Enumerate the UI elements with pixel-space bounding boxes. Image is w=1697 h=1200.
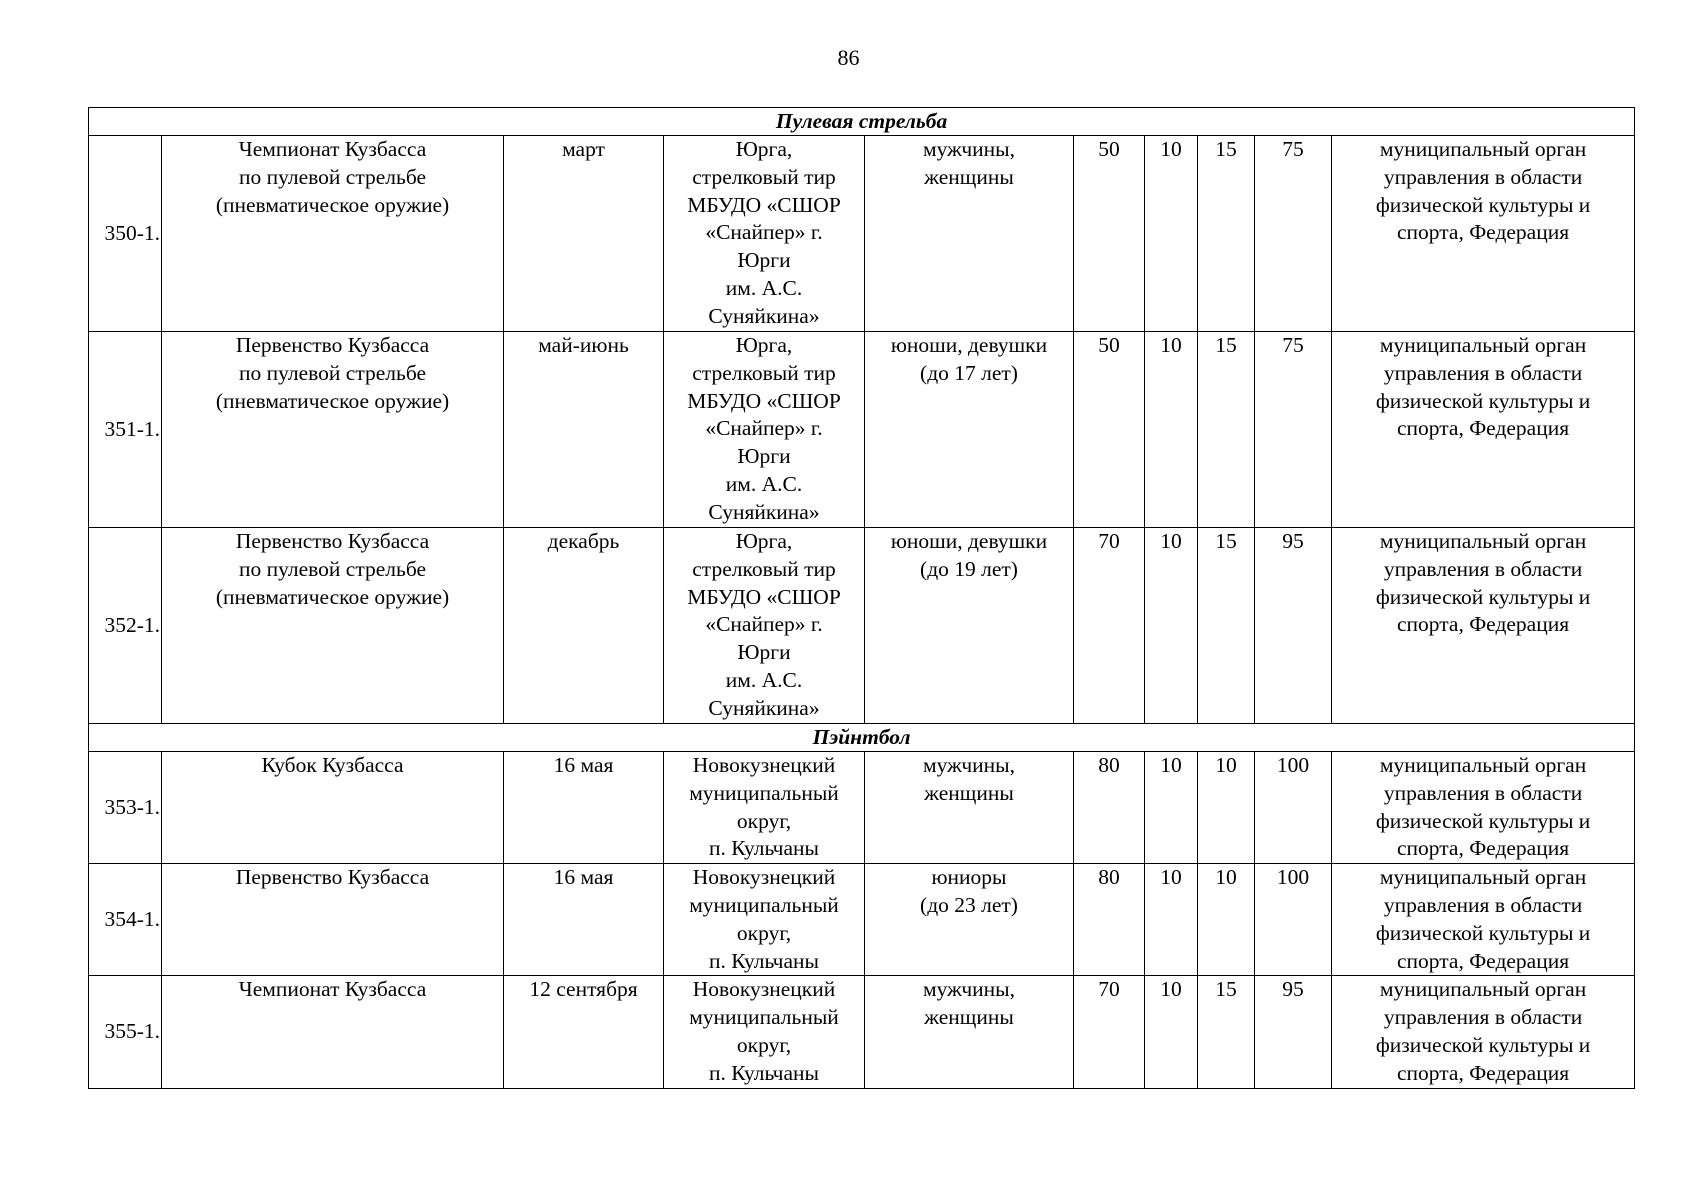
event-organizer bbox=[1332, 136, 1635, 332]
count-n2: 10 bbox=[1145, 752, 1198, 864]
event-participants-line: юноши, девушки bbox=[890, 529, 1048, 553]
event-organizer bbox=[1332, 864, 1635, 976]
event-organizer-line: муниципальный орган bbox=[1379, 977, 1587, 1002]
event-organizer-line: спорта, Федерация bbox=[1396, 416, 1570, 441]
event-place-line: округ, bbox=[736, 1032, 792, 1057]
event-name-line: Первенство Кузбасса bbox=[235, 529, 430, 553]
row-number: 354-1. bbox=[89, 864, 162, 976]
count-n3: 15 bbox=[1198, 976, 1255, 1088]
event-participants-line: (до 17 лет) bbox=[920, 360, 1018, 385]
count-total: 95 bbox=[1255, 976, 1332, 1088]
event-participants-line: (до 19 лет) bbox=[920, 556, 1018, 581]
row-number: 355-1. bbox=[89, 976, 162, 1088]
event-name bbox=[162, 752, 504, 864]
event-participants bbox=[865, 752, 1074, 864]
count-n1: 80 bbox=[1074, 752, 1145, 864]
event-organizer-line: физической культуры и bbox=[1375, 192, 1591, 217]
event-place-line: Новокузнецкий bbox=[692, 753, 836, 777]
event-place-line: МБУДО «СШОР bbox=[687, 192, 841, 217]
event-organizer-line: управления в области bbox=[1383, 1005, 1583, 1030]
event-place-line: Юрги bbox=[737, 248, 791, 273]
table-row bbox=[89, 136, 1635, 332]
count-n2: 10 bbox=[1145, 528, 1198, 724]
event-participants bbox=[865, 528, 1074, 724]
event-date-line: 16 мая bbox=[553, 753, 614, 777]
event-place-line: округ, bbox=[736, 808, 792, 833]
event-participants-line: юноши, девушки bbox=[890, 333, 1048, 357]
event-place-line: Суняйкина» bbox=[708, 303, 820, 328]
event-place bbox=[664, 528, 865, 724]
event-participants-line: женщины bbox=[924, 780, 1014, 805]
event-organizer-line: управления в области bbox=[1383, 780, 1583, 805]
event-place-line: Юрга, bbox=[735, 137, 793, 161]
event-organizer-line: управления в области bbox=[1383, 360, 1583, 385]
event-date-line: 16 мая bbox=[553, 865, 614, 890]
event-organizer-line: спорта, Федерация bbox=[1396, 220, 1570, 245]
row-number: 351-1. bbox=[89, 332, 162, 528]
count-n3: 10 bbox=[1198, 752, 1255, 864]
event-participants-line: (до 23 лет) bbox=[920, 892, 1018, 917]
count-n1: 50 bbox=[1074, 332, 1145, 528]
event-place-line: п. Кульчаны bbox=[709, 1060, 819, 1085]
event-participants bbox=[865, 976, 1074, 1088]
event-place bbox=[664, 136, 865, 332]
count-n3: 15 bbox=[1198, 136, 1255, 332]
table-body bbox=[89, 108, 1635, 1089]
count-n3: 15 bbox=[1198, 528, 1255, 724]
event-date-line: март bbox=[562, 137, 605, 161]
event-organizer-line: спорта, Федерация bbox=[1396, 1060, 1570, 1085]
event-organizer-line: муниципальный орган bbox=[1379, 753, 1587, 777]
count-n1: 70 bbox=[1074, 528, 1145, 724]
event-place-line: «Снайпер» г. bbox=[705, 612, 823, 637]
event-place bbox=[664, 864, 865, 976]
event-date bbox=[504, 332, 664, 528]
event-place-line: «Снайпер» г. bbox=[705, 220, 823, 245]
event-place-line: им. А.С. bbox=[725, 667, 803, 692]
event-place-line: Юрга, bbox=[735, 529, 793, 553]
event-organizer-line: физической культуры и bbox=[1375, 388, 1591, 413]
event-participants-line: мужчины, bbox=[922, 137, 1016, 161]
event-organizer-line: управления в области bbox=[1383, 164, 1583, 189]
events-table bbox=[88, 107, 1635, 1089]
event-participants bbox=[865, 332, 1074, 528]
event-place-line: Новокузнецкий bbox=[692, 865, 836, 890]
row-number: 352-1. bbox=[89, 528, 162, 724]
event-participants bbox=[865, 136, 1074, 332]
count-total: 100 bbox=[1255, 864, 1332, 976]
event-date bbox=[504, 136, 664, 332]
count-n2: 10 bbox=[1145, 864, 1198, 976]
event-organizer bbox=[1332, 528, 1635, 724]
event-name-line: по пулевой стрельбе bbox=[238, 360, 427, 385]
count-n3: 15 bbox=[1198, 332, 1255, 528]
event-place-line: МБУДО «СШОР bbox=[687, 388, 841, 413]
row-number: 353-1. bbox=[89, 752, 162, 864]
event-place-line: стрелковый тир bbox=[692, 556, 836, 581]
event-name bbox=[162, 528, 504, 724]
event-place-line: п. Кульчаны bbox=[709, 948, 819, 973]
event-date bbox=[504, 528, 664, 724]
count-n2: 10 bbox=[1145, 976, 1198, 1088]
section-header-row bbox=[89, 108, 1635, 136]
event-place-line: Суняйкина» bbox=[708, 499, 820, 524]
event-organizer-line: муниципальный орган bbox=[1379, 529, 1587, 553]
event-organizer-line: физической культуры и bbox=[1375, 584, 1591, 609]
count-n2: 10 bbox=[1145, 136, 1198, 332]
table-row bbox=[89, 864, 1635, 976]
event-participants-line: мужчины, bbox=[922, 753, 1016, 777]
event-organizer-line: муниципальный орган bbox=[1379, 137, 1587, 161]
event-participants-line: мужчины, bbox=[922, 977, 1016, 1002]
count-total: 100 bbox=[1255, 752, 1332, 864]
count-n1: 50 bbox=[1074, 136, 1145, 332]
event-place bbox=[664, 332, 865, 528]
event-organizer-line: спорта, Федерация bbox=[1396, 836, 1570, 861]
event-place-line: Юрги bbox=[737, 444, 791, 469]
event-organizer-line: физической культуры и bbox=[1375, 920, 1591, 945]
event-name bbox=[162, 976, 504, 1088]
section-title: Пэйнтбол bbox=[89, 724, 1635, 752]
event-organizer-line: физической культуры и bbox=[1375, 808, 1591, 833]
event-date-line: май-июнь bbox=[538, 333, 629, 357]
table-row bbox=[89, 752, 1635, 864]
event-place-line: Юрги bbox=[737, 640, 791, 665]
table-row bbox=[89, 976, 1635, 1088]
count-n1: 70 bbox=[1074, 976, 1145, 1088]
event-organizer-line: спорта, Федерация bbox=[1396, 612, 1570, 637]
event-organizer bbox=[1332, 752, 1635, 864]
event-name-line: (пневматическое оружие) bbox=[215, 192, 450, 217]
event-date-line: декабрь bbox=[547, 529, 620, 553]
event-name bbox=[162, 332, 504, 528]
event-name-line: по пулевой стрельбе bbox=[238, 164, 427, 189]
event-name bbox=[162, 136, 504, 332]
event-place-line: стрелковый тир bbox=[692, 360, 836, 385]
event-participants-line: юниоры bbox=[931, 865, 1007, 890]
event-name-line: Чемпионат Кузбасса bbox=[238, 977, 427, 1002]
event-place-line: им. А.С. bbox=[725, 471, 803, 496]
count-n1: 80 bbox=[1074, 864, 1145, 976]
section-header-row bbox=[89, 724, 1635, 752]
section-title: Пулевая стрельба bbox=[89, 108, 1635, 136]
event-organizer bbox=[1332, 332, 1635, 528]
event-place bbox=[664, 976, 865, 1088]
event-organizer bbox=[1332, 976, 1635, 1088]
event-place-line: МБУДО «СШОР bbox=[687, 584, 841, 609]
event-name-line: (пневматическое оружие) bbox=[215, 388, 450, 413]
event-organizer-line: управления в области bbox=[1383, 556, 1583, 581]
event-name-line: по пулевой стрельбе bbox=[238, 556, 427, 581]
event-place-line: п. Кульчаны bbox=[709, 836, 819, 861]
count-n2: 10 bbox=[1145, 332, 1198, 528]
row-number: 350-1. bbox=[89, 136, 162, 332]
event-name-line: (пневматическое оружие) bbox=[215, 584, 450, 609]
event-place-line: муниципальный bbox=[689, 780, 839, 805]
event-name-line: Чемпионат Кузбасса bbox=[238, 137, 427, 161]
event-organizer-line: муниципальный орган bbox=[1379, 865, 1587, 890]
event-name-line: Первенство Кузбасса bbox=[235, 865, 430, 890]
event-place-line: «Снайпер» г. bbox=[705, 416, 823, 441]
event-place-line: им. А.С. bbox=[725, 275, 803, 300]
event-place bbox=[664, 752, 865, 864]
event-date-line: 12 сентября bbox=[529, 977, 638, 1002]
event-organizer-line: спорта, Федерация bbox=[1396, 948, 1570, 973]
event-place-line: стрелковый тир bbox=[692, 164, 836, 189]
event-place-line: округ, bbox=[736, 920, 792, 945]
count-total: 75 bbox=[1255, 136, 1332, 332]
count-total: 75 bbox=[1255, 332, 1332, 528]
event-place-line: муниципальный bbox=[689, 1005, 839, 1030]
event-name-line: Первенство Кузбасса bbox=[235, 333, 430, 357]
count-n3: 10 bbox=[1198, 864, 1255, 976]
table-row bbox=[89, 332, 1635, 528]
table-row bbox=[89, 528, 1635, 724]
event-date bbox=[504, 864, 664, 976]
event-participants-line: женщины bbox=[924, 1005, 1014, 1030]
page-number: 86 bbox=[837, 45, 860, 70]
event-date bbox=[504, 752, 664, 864]
event-place-line: Юрга, bbox=[735, 333, 793, 357]
event-place-line: Новокузнецкий bbox=[692, 977, 836, 1002]
event-date bbox=[504, 976, 664, 1088]
event-place-line: Суняйкина» bbox=[708, 695, 820, 720]
event-name bbox=[162, 864, 504, 976]
event-name-line: Кубок Кузбасса bbox=[261, 753, 404, 777]
event-participants bbox=[865, 864, 1074, 976]
event-participants-line: женщины bbox=[924, 164, 1014, 189]
event-organizer-line: управления в области bbox=[1383, 892, 1583, 917]
event-place-line: муниципальный bbox=[689, 892, 839, 917]
count-total: 95 bbox=[1255, 528, 1332, 724]
event-organizer-line: физической культуры и bbox=[1375, 1032, 1591, 1057]
event-organizer-line: муниципальный орган bbox=[1379, 333, 1587, 357]
